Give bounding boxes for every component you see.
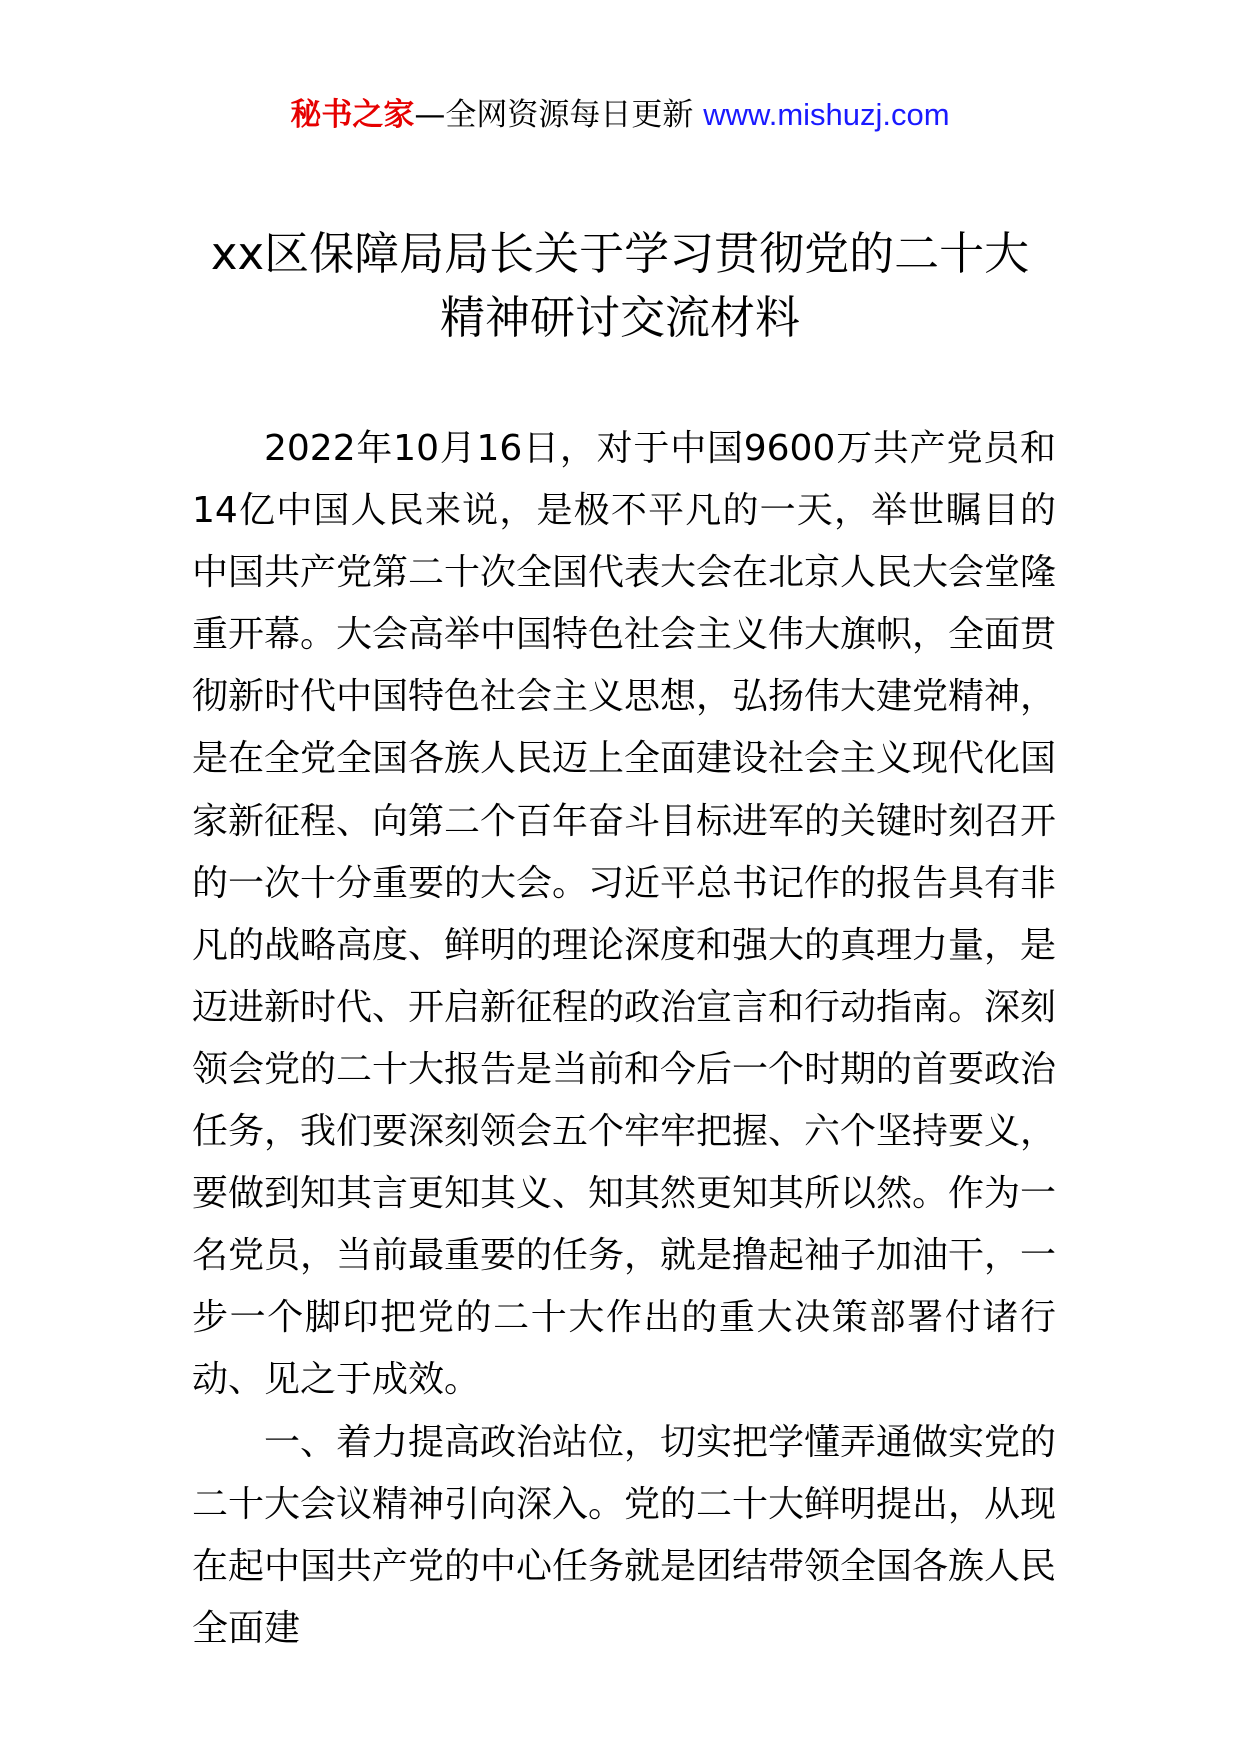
body-paragraph: 2022年10月16日，对于中国9600万共产党员和14亿中国人民来说，是极不平凡的一天，举世瞩目的中国共产党第二十次全国代表大会在北京人民大会堂隆重开幕。大会高举中国特色社会主义伟大旗帜，全面贯彻新时代中国特色社会主义思想，弘扬伟大建党精神，是在全党全国各族人民迈上全面建设社会主义现代化国家新征程、向第二个百年奋斗目标进军的关键时刻召开的一次十分重要的大会。习近平总书记作的报告具有非凡的战略高度、鲜明的理论深度和强大的真理力量，是迈进新时代、开启新征程的政治宣言和行动指南。深刻领会党的二十大报告是当前和今后一个时期的首要政治任务，我们要深刻领会五个牢牢把握、六个坚持要义，要做到知其言更知其义、知其然更知其所以然。作为一名党员，当前最重要的任务，就是撸起袖子加油干，一步一个脚印把党的二十大作出的重大决策部署付诸行动、见之于成效。	[192, 428, 1057, 1401]
document-body	[192, 418, 1056, 1660]
body-paragraph: 一、着力提高政治站位，切实把学懂弄通做实党的二十大会议精神引向深入。党的二十大鲜明提出，从现在起中国共产党的中心任务就是团结带领全国各族人民全面建	[192, 1421, 1057, 1649]
document-title	[0, 222, 1240, 350]
site-brand: 秘书之家	[290, 97, 415, 133]
document-title-line-2: 精神研讨交流材料	[439, 291, 800, 344]
site-header	[0, 95, 1240, 135]
site-url-link[interactable]: www.mishuzj.com	[703, 97, 950, 132]
document-title-line-1: xx区保障局局长关于学习贯彻党的二十大	[210, 227, 1030, 280]
site-tagline: —全网资源每日更新	[414, 97, 694, 133]
